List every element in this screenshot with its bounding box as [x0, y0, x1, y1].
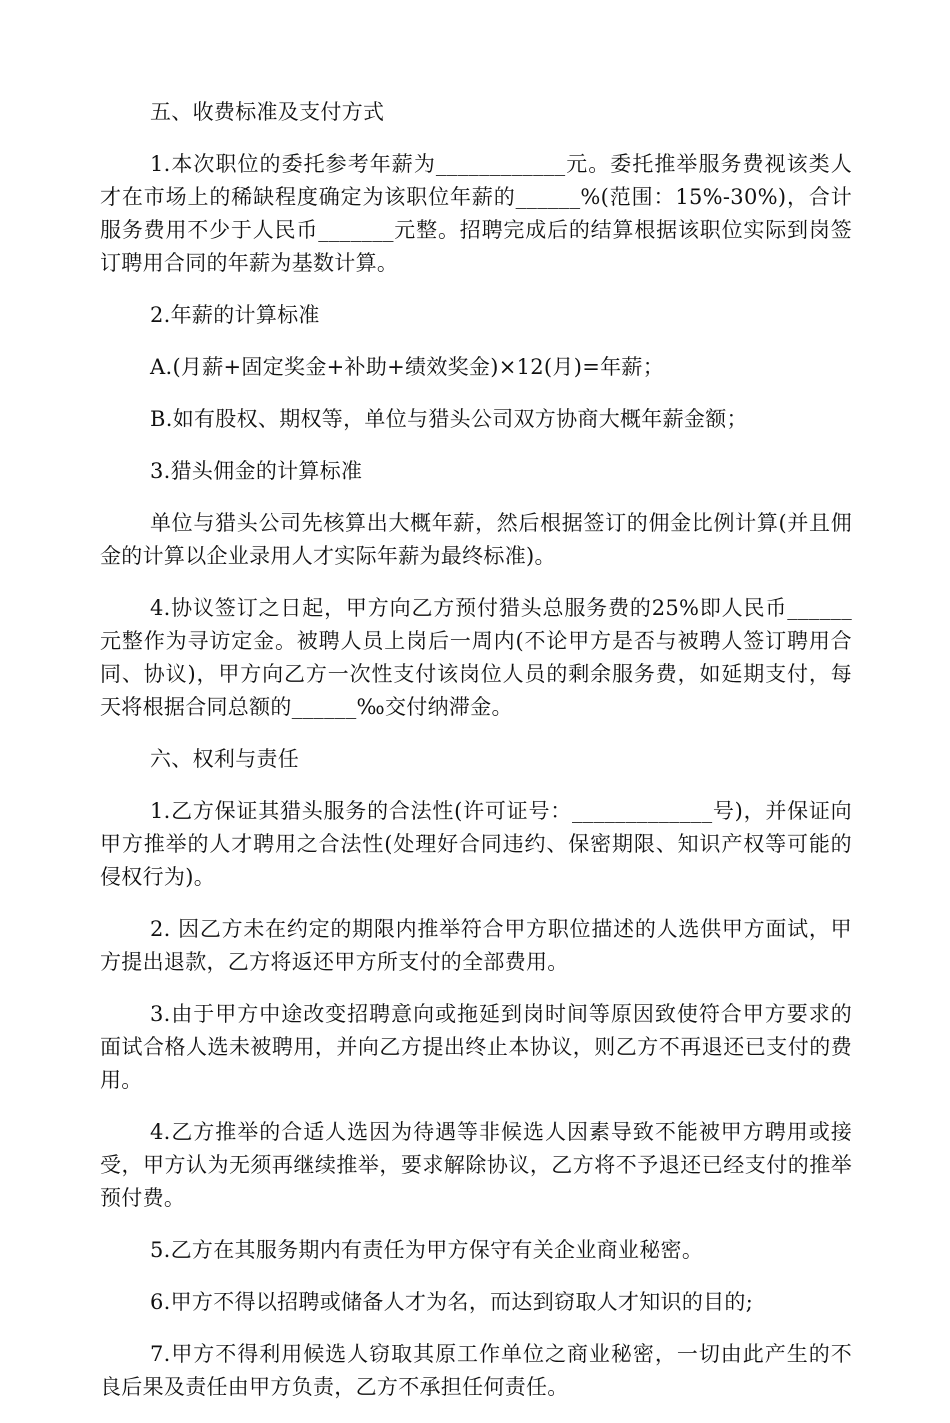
- clause-fee-2a: A.(月薪+固定奖金+补助+绩效奖金)×12(月)=年薪；: [150, 355, 665, 379]
- section-heading-fees: 五、收费标准及支付方式: [150, 100, 385, 124]
- clause-fee-2b: B.如有股权、期权等，单位与猎头公司双方协商大概年薪金额；: [150, 407, 748, 431]
- clause-rights-4: 4.乙方推举的合适人选因为待遇等非候选人因素导致不能被甲方聘用或接受，甲方认为无须再继续推举，要求解除协议，乙方将不予退还已经支付的推举预付费。: [100, 1120, 852, 1210]
- clause-rights-7: 7.甲方不得利用候选人窃取其原工作单位之商业秘密，一切由此产生的不良后果及责任由甲方负责，乙方不承担任何责任。: [100, 1342, 852, 1399]
- clause-rights-1: 1.乙方保证其猎头服务的合法性(许可证号：_____________号)，并保证向甲方推举的人才聘用之合法性(处理好合同违约、保密期限、知识产权等可能的侵权行为)。: [100, 799, 852, 889]
- clause-fee-1: 1.本次职位的委托参考年薪为____________元。委托推举服务费视该类人才在市场上的稀缺程度确定为该职位年薪的______%(范围：15%-30%)，合计服务费用不少于人民币_______元整。招聘完成后的结算根据该职位实际到岗签订聘用合同的年薪为基数计算。: [100, 152, 852, 275]
- document-page: [100, 96, 852, 1423]
- clause-rights-5: 5.乙方在其服务期内有责任为甲方保守有关企业商业秘密。: [150, 1238, 704, 1262]
- clause-fee-2: 2.年薪的计算标准: [150, 303, 320, 327]
- clause-rights-6: 6.甲方不得以招聘或储备人才为名，而达到窃取人才知识的目的;: [150, 1290, 754, 1314]
- clause-rights-3: 3.由于甲方中途改变招聘意向或拖延到岗时间等原因致使符合甲方要求的面试合格人选未被聘用，并向乙方提出终止本协议，则乙方不再退还已支付的费用。: [100, 1002, 852, 1092]
- section-heading-rights: 六、权利与责任: [150, 747, 300, 771]
- clause-rights-2: 2. 因乙方未在约定的期限内推举符合甲方职位描述的人选供甲方面试，甲方提出退款，乙方将返还甲方所支付的全部费用。: [100, 917, 852, 974]
- clause-fee-4: 4.协议签订之日起，甲方向乙方预付猎头总服务费的25%即人民币______元整作为寻访定金。被聘人员上岗后一周内(不论甲方是否与被聘人签订聘用合同、协议)，甲方向乙方一次性支付该岗位人员的剩余服务费，如延期支付，每天将根据合同总额的______‰交付纳滞金。: [100, 596, 852, 719]
- clause-fee-3: 3.猎头佣金的计算标准: [150, 459, 363, 483]
- clause-fee-3-detail: 单位与猎头公司先核算出大概年薪，然后根据签订的佣金比例计算(并且佣金的计算以企业录用人才实际年薪为最终标准)。: [100, 511, 852, 568]
